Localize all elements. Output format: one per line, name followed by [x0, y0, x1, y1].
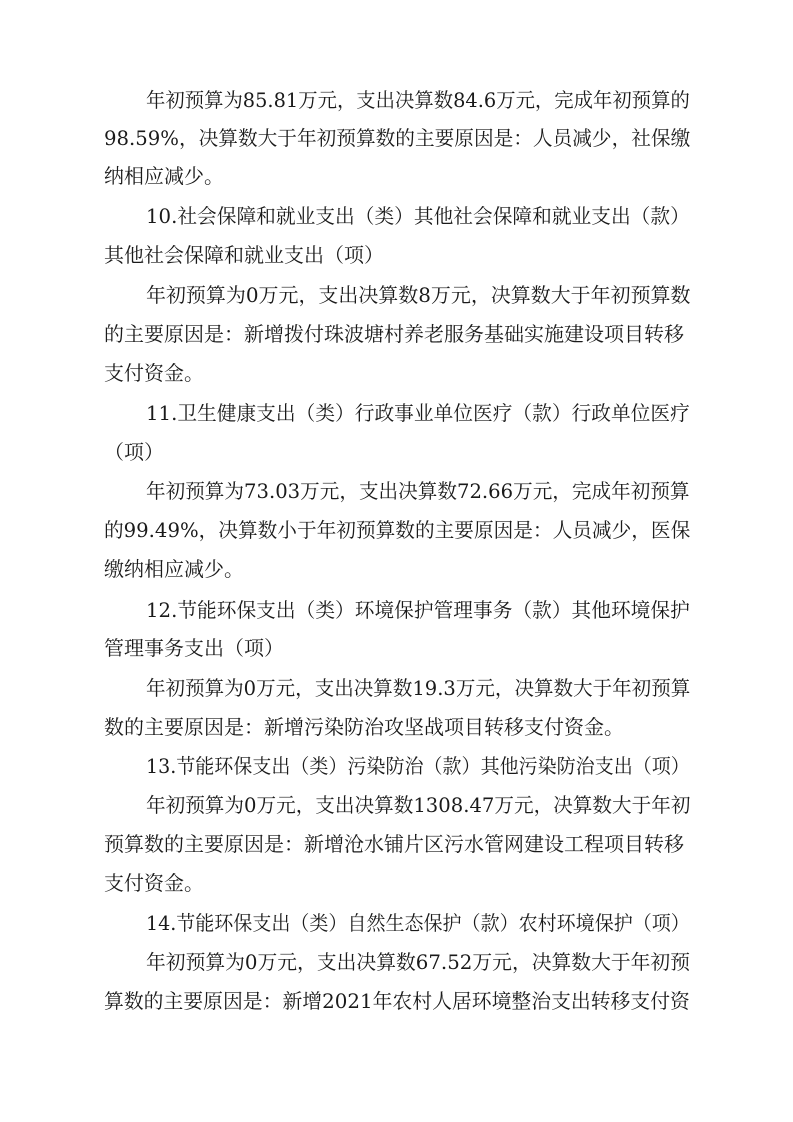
paragraph-line: 数的主要原因是：新增污染防治攻坚战项目转移支付资金。	[104, 715, 624, 739]
paragraph-line: 98.59%，决算数大于年初预算数的主要原因是：人员减少，社保缴	[104, 126, 691, 150]
paragraph-line: 纳相应减少。	[104, 164, 224, 188]
paragraph-line: 的主要原因是：新增拨付珠波塘村养老服务基础实施建设项目转移	[104, 322, 684, 346]
section-heading-line: 12.节能环保支出（类）环境保护管理事务（款）其他环境保护	[146, 598, 690, 622]
paragraph-line: 年初预算为0万元，支出决算数67.52万元，决算数大于年初预	[146, 950, 690, 974]
section-heading-line: 11.卫生健康支出（类）行政事业单位医疗（款）行政单位医疗	[146, 401, 690, 425]
section-heading-line: （项）	[104, 440, 164, 464]
section-heading-line: 14.节能环保支出（类）自然生态保护（款）农村环境保护（项）	[146, 911, 690, 935]
section-heading-line: 13.节能环保支出（类）污染防治（款）其他污染防治支出（项）	[146, 754, 690, 778]
section-heading-line: 管理事务支出（项）	[104, 636, 284, 660]
paragraph-line: 预算数的主要原因是：新增沧水铺片区污水管网建设工程项目转移	[104, 832, 684, 856]
paragraph-line: 的99.49%，决算数小于年初预算数的主要原因是：人员减少，医保	[104, 518, 691, 542]
paragraph-line: 年初预算为0万元，支出决算数19.3万元，决算数大于年初预算	[146, 676, 691, 700]
paragraph-line: 年初预算为73.03万元，支出决算数72.66万元，完成年初预算	[146, 479, 690, 503]
paragraph-line: 支付资金。	[104, 871, 204, 895]
paragraph-line: 算数的主要原因是：新增2021年农村人居环境整治支出转移支付资	[104, 989, 690, 1013]
section-heading-line: 其他社会保障和就业支出（项）	[104, 243, 384, 267]
paragraph-line: 年初预算为0万元，支出决算数1308.47万元，决算数大于年初	[146, 793, 691, 817]
paragraph-line: 年初预算为85.81万元，支出决算数84.6万元，完成年初预算的	[146, 88, 690, 112]
paragraph-line: 年初预算为0万元，支出决算数8万元，决算数大于年初预算数	[146, 283, 691, 307]
section-heading-line: 10.社会保障和就业支出（类）其他社会保障和就业支出（款）	[146, 204, 690, 228]
paragraph-line: 支付资金。	[104, 361, 204, 385]
paragraph-line: 缴纳相应减少。	[104, 557, 244, 581]
